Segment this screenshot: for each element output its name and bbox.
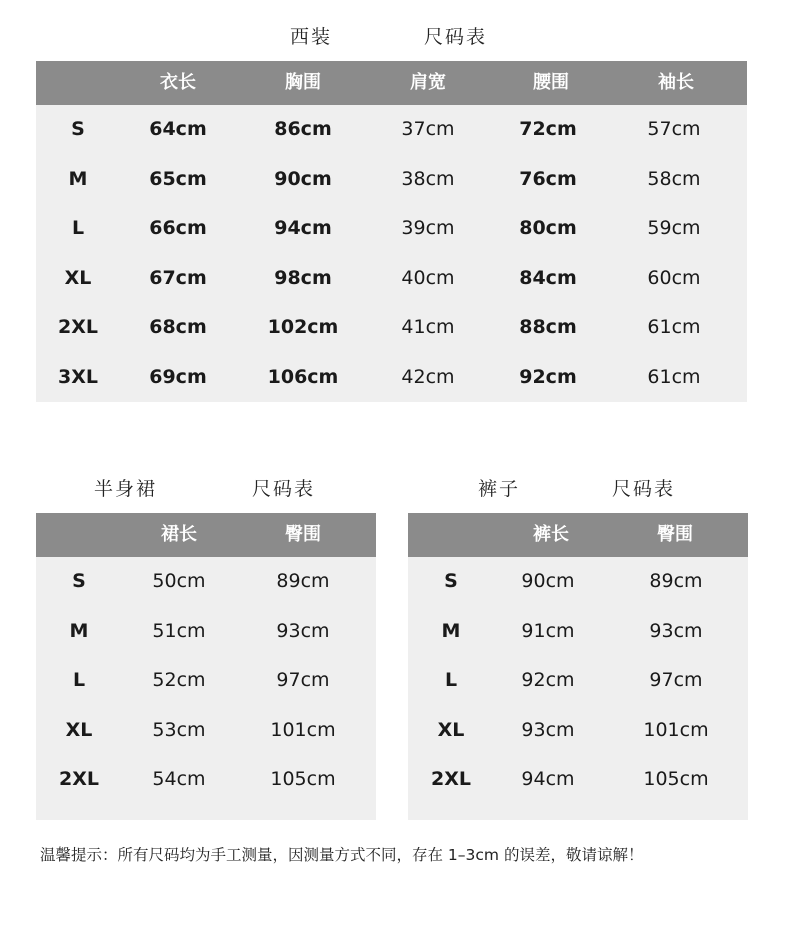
sleeve-cell: 57cm (647, 118, 701, 140)
sleeve-cell: 61cm (647, 365, 701, 388)
size-label: L (71, 217, 85, 239)
length-cell: 68cm (149, 316, 207, 338)
length-cell: 93cm (521, 718, 575, 741)
chest-cell: 98cm (274, 266, 332, 289)
hip-cell: 89cm (276, 570, 330, 592)
table-row (36, 254, 747, 304)
table-row (36, 204, 747, 254)
size-label: 2XL (58, 316, 98, 338)
hip-cell: 97cm (649, 669, 703, 691)
length-cell: 67cm (149, 266, 207, 289)
size-label: XL (437, 718, 465, 741)
skirt-title-left: 半身裙 (94, 478, 158, 500)
hip-cell: 105cm (270, 768, 336, 790)
size-label: M (68, 167, 88, 190)
size-label: M (441, 619, 461, 642)
hip-cell: 89cm (649, 570, 703, 592)
table-row (408, 656, 748, 706)
length-cell: 65cm (149, 167, 207, 190)
header-shoulder: 肩宽 (410, 72, 446, 93)
hip-cell: 93cm (649, 619, 703, 642)
table-row (408, 607, 748, 657)
waist-cell: 88cm (519, 316, 577, 338)
header-waist: 腰围 (533, 72, 569, 93)
size-label: S (444, 570, 458, 592)
length-cell: 51cm (152, 619, 206, 642)
length-cell: 53cm (152, 718, 206, 741)
size-label: XL (64, 266, 92, 289)
table-row (36, 353, 747, 403)
table-row (36, 656, 376, 706)
table-row (36, 755, 376, 805)
length-cell: 52cm (152, 669, 206, 691)
pants-table-header (408, 513, 748, 557)
length-cell: 69cm (149, 365, 207, 388)
table-row (408, 755, 748, 805)
hip-cell: 101cm (270, 718, 336, 741)
sleeve-cell: 61cm (647, 316, 701, 338)
suit-table-header (36, 61, 747, 105)
size-label: XL (65, 718, 93, 741)
table-row (408, 557, 748, 607)
length-cell: 54cm (152, 768, 206, 790)
chest-cell: 102cm (267, 316, 339, 338)
table-row (408, 706, 748, 756)
header-sleeve: 袖长 (658, 72, 694, 93)
shoulder-cell: 41cm (401, 316, 455, 338)
waist-cell: 72cm (519, 118, 577, 140)
header-chest: 胸围 (285, 72, 321, 93)
size-label: L (444, 669, 458, 691)
header-length: 衣长 (160, 72, 196, 93)
size-label: L (72, 669, 86, 691)
skirt-size-table (36, 513, 376, 820)
shoulder-cell: 39cm (401, 217, 455, 239)
shoulder-cell: 40cm (401, 266, 455, 289)
table-row (36, 607, 376, 657)
hip-cell: 105cm (643, 768, 709, 790)
header-pants-hip: 臀围 (657, 524, 693, 545)
hip-cell: 93cm (276, 619, 330, 642)
sleeve-cell: 59cm (647, 217, 701, 239)
length-cell: 92cm (521, 669, 575, 691)
hip-cell: 97cm (276, 669, 330, 691)
sleeve-cell: 58cm (647, 167, 701, 190)
measurement-note: 温馨提示：所有尺码均为手工测量，因测量方式不同，存在 1–3cm 的误差，敬请谅解！ (40, 846, 644, 864)
chest-cell: 106cm (267, 365, 339, 388)
suit-title-right: 尺码表 (424, 26, 488, 48)
table-row (36, 706, 376, 756)
pants-title-left: 裤子 (478, 478, 521, 500)
suit-title-left: 西装 (290, 26, 333, 48)
size-label: S (71, 118, 85, 140)
shoulder-cell: 38cm (401, 167, 455, 190)
table-row (36, 303, 747, 353)
chest-cell: 86cm (274, 118, 332, 140)
length-cell: 91cm (521, 619, 575, 642)
hip-cell: 101cm (643, 718, 709, 741)
length-cell: 64cm (149, 118, 207, 140)
waist-cell: 84cm (519, 266, 577, 289)
length-cell: 66cm (149, 217, 207, 239)
length-cell: 94cm (521, 768, 575, 790)
size-label: 2XL (431, 768, 471, 790)
header-pants-length: 裤长 (533, 524, 569, 545)
header-skirt-hip: 臀围 (285, 524, 321, 545)
chest-cell: 94cm (274, 217, 332, 239)
waist-cell: 92cm (519, 365, 577, 388)
header-skirt-length: 裙长 (161, 524, 197, 545)
length-cell: 50cm (152, 570, 206, 592)
shoulder-cell: 42cm (401, 365, 455, 388)
waist-cell: 80cm (519, 217, 577, 239)
pants-title-right: 尺码表 (612, 478, 676, 500)
skirt-table-header (36, 513, 376, 557)
table-row (36, 557, 376, 607)
chest-cell: 90cm (274, 167, 332, 190)
table-row (36, 155, 747, 205)
size-label: 3XL (58, 365, 98, 388)
suit-size-table (36, 61, 747, 402)
size-label: M (69, 619, 89, 642)
length-cell: 90cm (521, 570, 575, 592)
skirt-title-right: 尺码表 (252, 478, 316, 500)
shoulder-cell: 37cm (401, 118, 455, 140)
size-label: S (72, 570, 86, 592)
sleeve-cell: 60cm (647, 266, 701, 289)
waist-cell: 76cm (519, 167, 577, 190)
table-row (36, 105, 747, 155)
pants-size-table (408, 513, 748, 820)
size-label: 2XL (59, 768, 99, 790)
